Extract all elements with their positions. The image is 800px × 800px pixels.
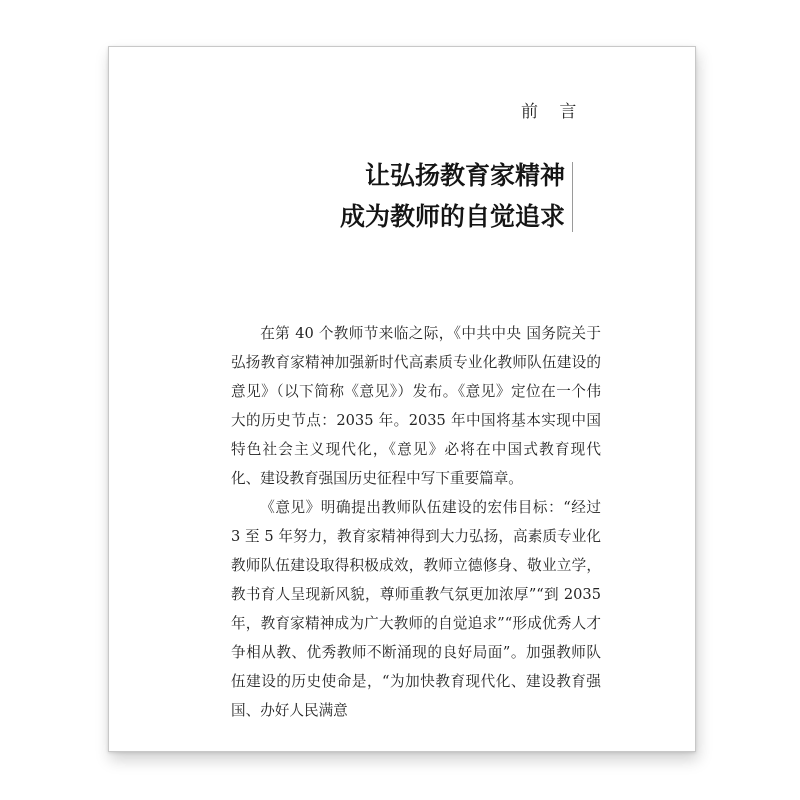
chapter-title xyxy=(340,155,565,237)
title-vertical-rule xyxy=(572,162,573,232)
paragraph-2: 《意见》明确提出教师队伍建设的宏伟目标：“经过 3 至 5 年努力，教育家精神得到大力弘扬，高素质专业化教师队伍建设取得积极成效，教师立德修身、敬业立学，教书育人呈现新风貌，尊师重教气氛更加浓厚”“到 2035 年，教育家精神成为广大教师的自觉追求”“形成优秀人才争相从教、优秀教师不断涌现的良好局面”。加强教师队伍建设的历史使命是，“为加快教育现代化、建设教育强国、办好人民满意 xyxy=(231,499,601,719)
paragraph-1: 在第 40 个教师节来临之际，《中共中央 国务院关于弘扬教育家精神加强新时代高素质专业化教师队伍建设的意见》（以下简称《意见》）发布。《意见》定位在一个伟大的历史节点：2035 年。2035 年中国将基本实现中国特色社会主义现代化，《意见》必将在中国式教育现代化、建设教育强国历史征程中写下重要篇章。 xyxy=(231,325,601,487)
title-line-1: 让弘扬教育家精神 xyxy=(364,161,565,190)
body-text xyxy=(231,319,601,725)
section-label: 前 言 xyxy=(521,102,585,122)
book-page xyxy=(108,46,696,752)
title-line-2: 成为教师的自觉追求 xyxy=(339,202,565,231)
